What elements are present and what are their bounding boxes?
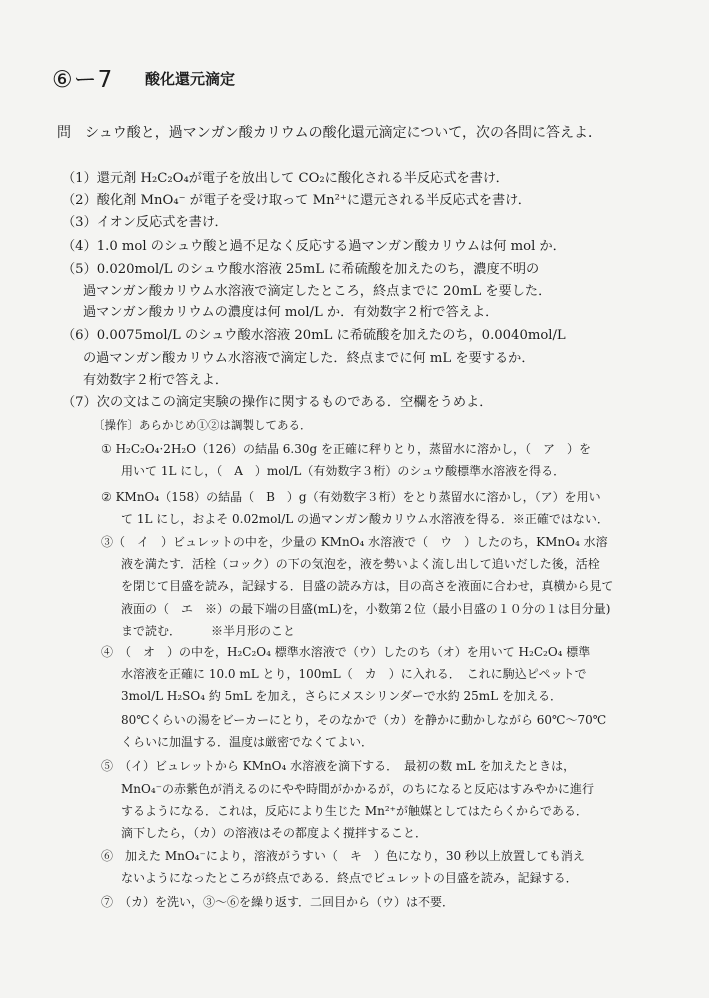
step-1-line-1: ① H₂C₂O₄·2H₂O（126）の結晶 6.30g を正確に秤りとり，蒸留水に溶かし，（ ア ）を [101, 442, 591, 456]
question-5-line-3: 過マンガン酸カリウムの濃度は何 mol/L か．有効数字２桁で答えよ． [83, 305, 499, 320]
step-2-line-1: ② KMnO₄（158）の結晶（ B ）g（有効数字３桁）をとり蒸留水に溶かし，（ア）を用い [101, 490, 601, 504]
step-4-line-3: 3mol/L H₂SO₄ 約 5mL を加え，さらにメスシリンダーで水約 25mL を加える． [121, 689, 562, 703]
step-5-line-4: 滴下したら，（カ）の溶液はその都度よく撹拌すること． [121, 826, 428, 840]
question-6-line-1: （6）0.0075mol/L のシュウ酸水溶液 20mL に希硫酸を加えたのち，0.0040mol/L [62, 328, 566, 343]
question-intro: 問 シュウ酸と，過マンガン酸カリウムの酸化還元滴定について，次の各問に答えよ． [57, 125, 603, 141]
step-5-line-3: するようになる．これは，反応により生じた Mn²⁺が触媒としてはたらくからである． [121, 804, 588, 818]
question-7: （7）次の文はこの滴定実験の操作に関するものである．空欄をうめよ． [62, 395, 493, 410]
step-3-line-5: まで読む． ※半月形のこと [121, 624, 296, 638]
step-1-line-2: 用いて 1L にし，（ A ）mol/L（有効数字３桁）のシュウ酸標準水溶液を得る． [121, 464, 566, 478]
question-1: （1）還元剤 H₂C₂O₄が電子を放出して CO₂に酸化される半反応式を書け． [62, 171, 509, 186]
step-4-line-1: ④ （ オ ）の中を，H₂C₂O₄ 標準水溶液で（ウ）したのち（オ）を用いて H₂C₂O₄ 標準 [101, 645, 591, 659]
question-6-line-2: の過マンガン酸カリウム水溶液で滴定した．終点までに何 mL を要するか． [83, 351, 535, 366]
step-3-line-4: 液面の（ エ ※）の最下端の目盛(mL)を，小数第２位（最小目盛の１０分の１は目分量) [121, 602, 611, 616]
step-3-line-2: 液を満たす．活栓（コック）の下の気泡を，液を勢いよく流し出して追いだした後，活栓 [121, 557, 600, 571]
question-3: （3）イオン反応式を書け． [62, 215, 228, 230]
procedure-header: 〔操作〕あらかじめ①②は調製してある． [93, 418, 312, 432]
step-3-line-3: を閉じて目盛を読み，記録する．目盛の読み方は，目の高さを液面に合わせ，真横から見て [121, 579, 614, 593]
step-4-line-4: 80℃くらいの湯をビーカーにとり，そのなかで（カ）を静かに動かしながら 60℃〜70℃ [121, 713, 607, 727]
step-5-line-1: ⑤ （イ）ビュレットから KMnO₄ 水溶液を滴下する． 最初の数 mL を加えたときは， [101, 759, 576, 773]
step-2-line-2: て 1L にし，およそ 0.02mol/L の過マンガン酸カリウム水溶液を得る．※正確ではない． [121, 512, 609, 526]
step-6-line-1: ⑥ 加えた MnO₄⁻により，溶液がうすい（ キ ）色になり，30 秒以上放置しても消え [101, 849, 585, 863]
question-5-line-1: （5）0.020mol/L のシュウ酸水溶液 25mL に希硫酸を加えたのち，濃度不明の [62, 262, 540, 277]
step-7: ⑦ （カ）を洗い，③〜⑥を繰り返す．二回目から（ウ）は不要． [101, 895, 455, 909]
question-5-line-2: 過マンガン酸カリウム水溶液で滴定したところ，終点までに 20mL を要した． [83, 284, 552, 299]
question-2: （2）酸化剤 MnO₄⁻ が電子を受け取って Mn²⁺に還元される半反応式を書け． [62, 193, 531, 208]
section-number: ⑥ー7 [52, 67, 114, 93]
question-6-line-3: 有効数字２桁で答えよ． [83, 373, 229, 388]
section-title: 酸化還元滴定 [145, 70, 236, 88]
question-4: （4）1.0 mol のシュウ酸と過不足なく反応する過マンガン酸カリウムは何 mol か． [62, 239, 566, 254]
step-5-line-2: MnO₄⁻の赤紫色が消えるのにやや時間がかかるが，のちになると反応はすみやかに進行 [121, 782, 595, 796]
step-4-line-5: くらいに加温する．温度は厳密でなくてよい． [121, 735, 374, 749]
step-6-line-2: ないようになったところが終点である．終点でビュレットの目盛を読み，記録する． [121, 871, 578, 885]
step-4-line-2: 水溶液を正確に 10.0 mL とり，100mL（ カ ）に入れる． これに駒込ピペットで [121, 667, 587, 681]
step-3-line-1: ③（ イ ）ビュレットの中を，少量の KMnO₄ 水溶液で（ ウ ）したのち，KMnO₄ 水溶 [101, 535, 608, 549]
